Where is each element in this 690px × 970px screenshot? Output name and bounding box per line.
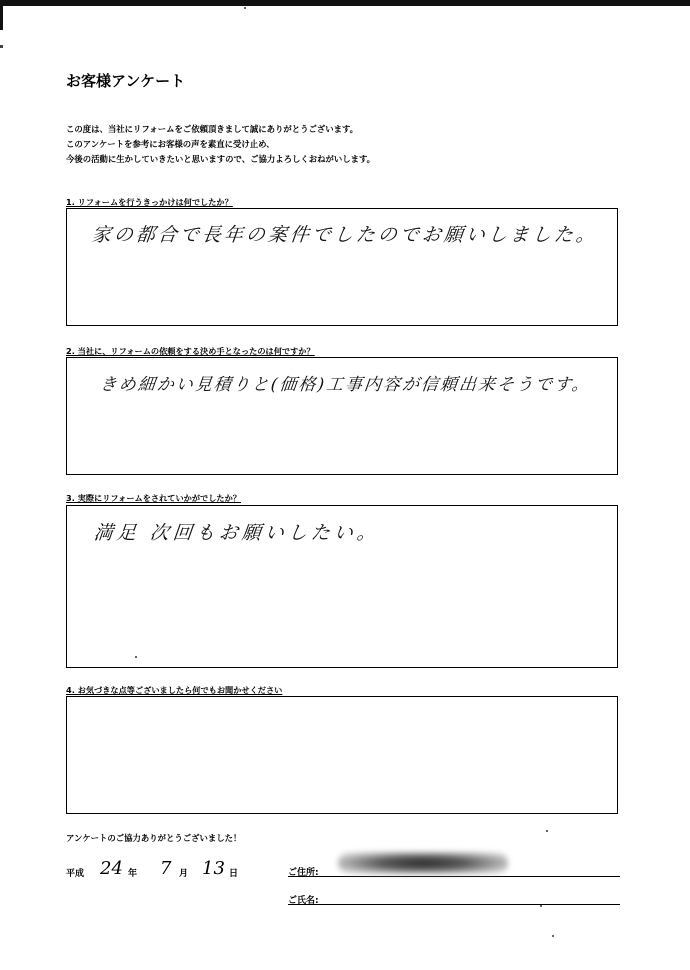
answer-3-handwriting: 満足 次回もお願いしたい。 [92, 522, 382, 544]
answer-2-handwriting: きめ細かい見積りと(価格)工事内容が信頼出来そうです。 [98, 375, 592, 395]
question-2-label: 2. 当社に、リフォームの依頼をする決め手となったのは何ですか？ [66, 346, 315, 356]
question-1-label: 1. リフォームを行うきっかけは何でしたか？ [66, 197, 233, 207]
redacted-address [338, 852, 508, 874]
name-label: ご氏名: [288, 896, 319, 906]
era-label: 平成 [66, 869, 85, 879]
answer-4-box [66, 696, 618, 814]
address-label: ご住所: [288, 868, 319, 878]
thanks-text: アンケートのご協力ありがとうございました！ [66, 833, 242, 843]
scan-speck [135, 656, 137, 658]
year-value: 24 [100, 858, 123, 879]
intro-line: この度は、当社にリフォームをご依頼頂きまして誠にありがとうございます。 [66, 124, 359, 134]
date-row [66, 858, 266, 888]
question-4-label: 4. お気づきな点等ございましたら何でもお聞かせください [66, 685, 283, 695]
intro-line: 今後の活動に生かしていきたいと思いますので、ご協力よろしくおねがいします。 [66, 154, 376, 164]
question-3-label: 3. 実際にリフォームをされていかがでしたか？ [66, 493, 241, 503]
name-line [288, 904, 620, 905]
page-title: お客様アンケート [66, 72, 186, 90]
address-line [288, 876, 620, 877]
month-value: 7 [160, 858, 172, 879]
scan-speck [244, 7, 246, 9]
scan-speck [552, 935, 554, 937]
day-unit: 日 [229, 869, 239, 879]
year-unit: 年 [128, 869, 138, 879]
scan-speck [540, 905, 542, 907]
day-value: 13 [202, 858, 225, 879]
scan-edge-top [0, 0, 690, 6]
scan-speck [546, 830, 548, 832]
answer-1-handwriting: 家の都合で長年の案件でしたのでお願いしました。 [90, 224, 600, 246]
intro-text [66, 122, 375, 167]
month-unit: 月 [179, 869, 189, 879]
scan-edge-left [0, 0, 3, 150]
intro-line: このアンケートを参考にお客様の声を素直に受け止め、 [66, 139, 275, 149]
